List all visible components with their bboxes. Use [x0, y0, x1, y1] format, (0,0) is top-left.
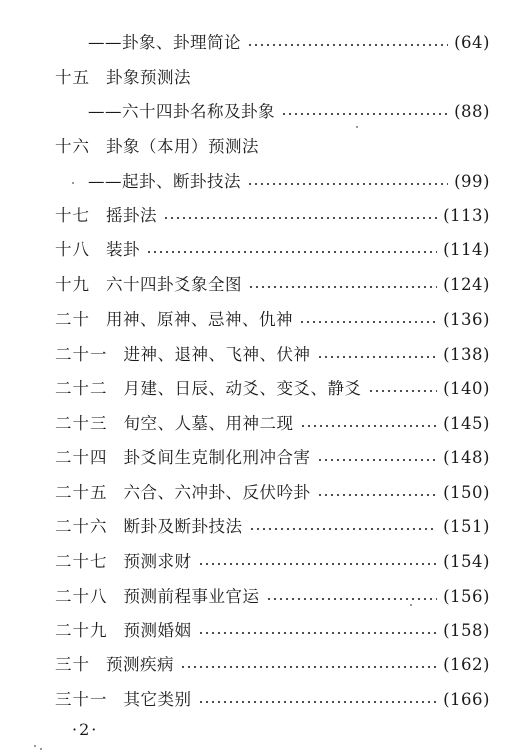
toc-entry: [55, 412, 490, 436]
toc-entry-page: (154): [443, 552, 490, 571]
toc-entry-title: 六十四卦爻象全图: [106, 275, 242, 294]
toc-entry-page: (136): [443, 310, 490, 329]
dot-leader: [300, 425, 438, 427]
dot-leader: [317, 494, 438, 496]
toc-entry: [55, 688, 490, 712]
toc-entry-number: 十六: [55, 137, 90, 156]
toc-entry-number: 二十五: [55, 483, 108, 502]
dot-leader: [317, 459, 438, 461]
dot-leader: [317, 356, 438, 358]
scan-speck: [40, 748, 42, 750]
toc-entry-page: (140): [443, 379, 490, 398]
toc-entry: [55, 653, 490, 677]
toc-entry-number: 十五: [55, 68, 90, 87]
dot-leader: [198, 632, 438, 634]
toc-entry: [55, 515, 490, 539]
dot-leader: [266, 598, 438, 600]
toc-entry: [55, 550, 490, 574]
toc-entry-page: (151): [443, 517, 490, 536]
dot-leader: [248, 286, 437, 288]
dot-leader: [247, 183, 448, 185]
toc-entry-number: 二十二: [55, 379, 108, 398]
toc-chapter-heading: [55, 135, 490, 159]
toc-chapter-heading: [55, 66, 490, 90]
toc-entry-title: 其它类别: [123, 690, 192, 709]
toc-entry-number: 十七: [55, 206, 90, 225]
toc-entry-title: 装卦: [106, 240, 140, 259]
toc-entry-page: (138): [443, 345, 490, 364]
toc-entry-number: 二十九: [55, 621, 108, 640]
toc-entry-number: 十九: [55, 275, 90, 294]
dot-leader: [299, 321, 437, 323]
toc-entry-title: 旬空、人墓、用神二现: [123, 414, 294, 433]
toc-entry: [55, 377, 490, 401]
toc-entry-page: (114): [443, 240, 490, 259]
toc-entry-page: (88): [454, 102, 490, 121]
toc-entry: [55, 273, 490, 297]
dot-leader: [198, 563, 438, 565]
toc-entry-page: (64): [454, 33, 490, 52]
toc-entry-number: 三十: [55, 655, 90, 674]
scan-speck: [356, 126, 358, 128]
toc-entry-number: 二十七: [55, 552, 108, 571]
dot-leader: [198, 701, 438, 703]
toc-entry-page: (158): [443, 621, 490, 640]
toc-entry: [55, 204, 490, 228]
toc-entry: [88, 31, 490, 55]
page-number: ·2·: [72, 720, 99, 739]
toc-entry-title: 进神、退神、飞神、伏神: [123, 345, 311, 364]
toc-entry: [55, 238, 490, 262]
toc-entry-title: 卦爻间生克制化刑冲合害: [123, 448, 311, 467]
toc-entry-page: (113): [443, 206, 490, 225]
dot-leader: [249, 528, 438, 530]
dot-leader: [368, 390, 438, 392]
toc-entry-page: (156): [443, 587, 490, 606]
toc-entry: [55, 585, 490, 609]
toc-entry: [55, 343, 490, 367]
toc-entry-page: (99): [454, 172, 490, 191]
dot-leader: [247, 44, 448, 46]
toc-entry-title: 预测前程事业官运: [123, 587, 260, 606]
dot-leader: [163, 217, 437, 219]
toc-entry-title: 卦象预测法: [106, 68, 191, 87]
toc-entry: [55, 481, 490, 505]
toc-entry-number: 二十: [55, 310, 90, 329]
toc-entry: [55, 619, 490, 643]
toc-entry-number: 三十一: [55, 690, 108, 709]
toc-entry: [88, 100, 490, 124]
toc-entry-title: 预测婚姻: [123, 621, 192, 640]
toc-entry: [55, 446, 490, 470]
toc-entry-page: (166): [443, 690, 490, 709]
toc-entry-title: 月建、日辰、动爻、变爻、静爻: [123, 379, 362, 398]
toc-entry-number: 二十四: [55, 448, 108, 467]
toc-entry-number: 十八: [55, 240, 90, 259]
toc-entry-title: 摇卦法: [106, 206, 157, 225]
toc-entry-page: (145): [443, 414, 490, 433]
toc-entry-page: (162): [443, 655, 490, 674]
toc-entry-title: 用神、原神、忌神、仇神: [106, 310, 293, 329]
toc-entry: [88, 170, 490, 194]
toc-entry-title: ——起卦、断卦技法: [88, 172, 241, 191]
toc-entry-page: (124): [443, 275, 490, 294]
toc-entry-page: (148): [443, 448, 490, 467]
dot-leader: [180, 666, 437, 668]
toc-entry-title: 预测疾病: [106, 655, 174, 674]
scan-speck: [410, 604, 412, 606]
toc-entry-title: ——卦象、卦理简论: [88, 33, 241, 52]
toc-entry-title: 断卦及断卦技法: [123, 517, 243, 536]
dot-leader: [281, 113, 448, 115]
toc-entry-title: 预测求财: [123, 552, 192, 571]
toc-entry-title: 卦象（本用）预测法: [106, 137, 259, 156]
toc-entry-number: 二十三: [55, 414, 108, 433]
toc-entry: [55, 308, 490, 332]
toc-entry-page: (150): [443, 483, 490, 502]
toc-entry-title: ——六十四卦名称及卦象: [88, 102, 275, 121]
dot-leader: [146, 251, 437, 253]
toc-entry-number: 二十六: [55, 517, 108, 536]
scan-speck: [72, 182, 74, 184]
scan-speck: [34, 745, 36, 747]
toc-entry-number: 二十八: [55, 587, 108, 606]
toc-entry-number: 二十一: [55, 345, 108, 364]
toc-entry-title: 六合、六冲卦、反伏吟卦: [123, 483, 311, 502]
